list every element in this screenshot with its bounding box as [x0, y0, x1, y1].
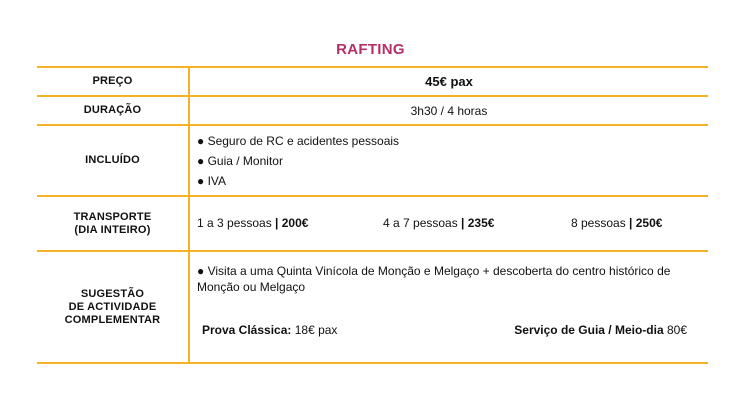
row-label-line: DE ACTIVIDADE [68, 300, 157, 313]
transport-option: 8 pessoas | 250€ [571, 216, 663, 230]
row-label-line: SUGESTÃO [80, 287, 145, 300]
prova-classica: Prova Clássica: 18€ pax [202, 323, 338, 337]
suggestion-cell [188, 252, 708, 362]
row-label-transporte [37, 197, 188, 250]
duration-value: 3h30 / 4 horas [410, 103, 488, 118]
row-label-line: COMPLEMENTAR [64, 313, 161, 326]
table-row-incluido [37, 124, 708, 195]
transport-option: 1 a 3 pessoas | 200€ [197, 216, 309, 230]
page-title: RAFTING [336, 41, 405, 58]
suggestion-text: ● Visita a uma Quinta Vinícola de Monção e Melgaço + descoberta do centro histórico de Monção ou Melgaço [197, 264, 671, 294]
row-label-line: (DIA INTEIRO) [74, 223, 151, 236]
row-label-duracao: DURAÇÃO [83, 104, 142, 116]
table-row-duracao [37, 95, 708, 124]
row-value-preco [188, 68, 708, 95]
included-item: ● Guia / Monitor [197, 154, 283, 168]
price-value: 45€ pax [425, 74, 473, 89]
transport-options [188, 197, 708, 250]
row-label-preco: PREÇO [92, 75, 133, 87]
included-item: ● Seguro de RC e acidentes pessoais [197, 134, 400, 148]
table-row-preco [37, 66, 708, 95]
included-list [188, 126, 708, 195]
row-value-duracao [188, 97, 708, 124]
servico-guia: Serviço de Guia / Meio-dia 80€ [514, 323, 687, 337]
row-label-incluido: INCLUÍDO [85, 154, 140, 166]
included-item: ● IVA [197, 174, 227, 188]
rafting-table [37, 66, 708, 364]
transport-option: 4 a 7 pessoas | 235€ [383, 216, 495, 230]
table-row-transporte [37, 195, 708, 250]
row-label-sugestao [37, 252, 188, 362]
row-label-line: TRANSPORTE [73, 210, 152, 223]
table-row-sugestao [37, 250, 708, 364]
